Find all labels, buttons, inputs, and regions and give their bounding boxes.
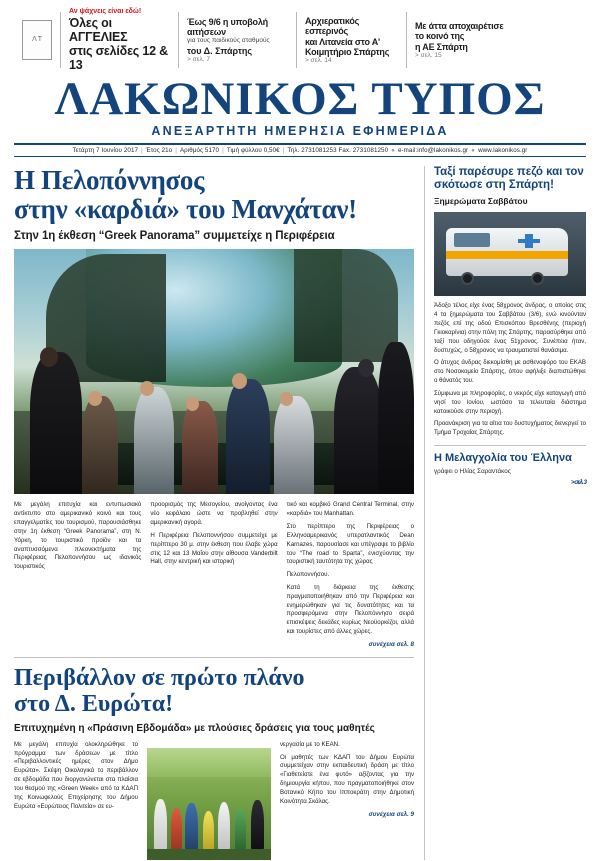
lead-story-subhead: Στην 1η έκθεση “Greek Panorama” συμμετείχε η Περιφέρεια [14, 230, 335, 243]
right-story-body [434, 302, 586, 438]
lead-story-headline[interactable] [14, 166, 414, 224]
masthead-tel: Τηλ. 2731081253 [287, 147, 337, 155]
paragraph: Η Περιφέρεια Πελοποννήσου συμμετείχε με περίπτερο 30 μ. στην έκθεση που έλαβε χώρα στις 12 και 13 Μαΐου στην αίθουσα Vanderbilt Hall, στην κεντρική και ιστορική [150, 531, 278, 566]
paragraph: Οι μαθητές των ΚΔΑΠ του Δήμου Ευρώτα συμμετείχαν στην εκπαιδευτική δράση με τίτλο «Γιαθετείστε ένα φυτό» αξίζοντας για την δημιουργία κήπου, που πραγματοποιήθηκε στον Βοτανικό Κήπο του Ιπποκράτη στην Δημοτική Κοινότητα Σκάλας. [280, 753, 414, 805]
paragraph: Κατά τη διάρκεια της έκθεσης πραγματοποιήθηκαν από την Περιφέρεια και ενημερώθηκαν για τις δυνατότητες και τα προσφερόμενα στην Πελοπόννησο σειρά επισκέψεις δεκάδες κυρίως Νεοϋορκέζοι, αλλά και τουρίστες από άλλες χώρες. [286, 583, 414, 636]
paragraph: Σύμφωνα με πληροφορίες, ο νεκρός είχε καταγωγή από νησί του Ιονίου, ωστόσο τα τελευταία διάστημα κατοικούσε στην περιοχή. [434, 389, 586, 415]
lead-story-photo [14, 249, 414, 494]
paragraph: Με μεγάλη επιτυχία ολοκληρώθηκε το πρόγραμμα των δράσεων με τίτλο «Περιβαλλοντικές ημέρες στον Δήμο Ευρώτα». Σκέψη Οικολογικά το περιβάλλον σε εβδομάδα που διοργανώνεται στα πλαίσια του θεσμού της «Green Week» από τα ΚΔΑΠ της Κοινωφελούς Επιχείρησης του Δήμου Ευρώτα «Ευρώτειος Πολιτεία» σε ευ- [14, 740, 138, 810]
logo-icon: Λ Τ [22, 20, 52, 60]
second-story-photo [147, 748, 271, 860]
teaser-page-ref: > σελ. 15 [415, 51, 442, 59]
teaser-headline-line3: η ΑΕ Σπάρτη [415, 41, 468, 52]
masthead-date: Τετάρτη 7 Ιουνίου 2017 [72, 147, 139, 155]
top-teaser-bar [14, 8, 586, 72]
main-column [14, 166, 414, 860]
paragraph: νεργασία με το ΚΕΑΝ. [280, 740, 340, 748]
page-title: ΛΑΚΩΝΙΚΟΣ ΤΥΠΟΣ [54, 73, 546, 125]
teaser-headline-line2: για τους παιδικούς σταθμούς [187, 36, 270, 44]
teaser-classifieds[interactable] [60, 8, 178, 72]
paragraph: Άδοξο τέλος είχε ένας 58χρονος άνδρας, ο οποίος στις 4 τα ξημερώματα του Σαββάτου (3/6), ενώ κινούνταν πεζός επί της οδού Επισκόπου Βρεσθένης (περιοχή Γκιοκαρίνια) στην πόλη της Σπάρτης, παρασύρθηκε από ταξί που οδηγούσε ένας 51χρονος. Συνέπεια ήταν, δυστυχώς, ο 58χρονος να τραυματιστεί θανάσιμα. [434, 302, 586, 354]
right-column [424, 166, 586, 860]
masthead-website[interactable]: www.lakonikos.gr [478, 147, 528, 155]
teaser-daycare-applications[interactable] [178, 12, 296, 68]
masthead-email[interactable]: e-mail:info@lakonikos.gr [397, 147, 469, 155]
lead-headline-line2: στην «καρδιά» του Μανχάταν! [14, 194, 357, 225]
masthead-fax: Fax. 2731081250 [338, 147, 389, 155]
right-story-headline[interactable]: Ταξί παρέσυρε πεζό και τον σκότωσε στη Σπάρτη! [434, 166, 584, 192]
opinion-column-page-ref[interactable]: > σελ. 3 [570, 478, 586, 486]
section-divider [14, 657, 414, 658]
paragraph: προορισμός της Μεσογείου, ανοίγοντας ένα νέο κεφάλαιο ώστε να προβληθεί στην αμερικανική αγορά. [150, 501, 278, 527]
second-headline-line2: στο Δ. Ευρώτα! [14, 690, 174, 717]
opinion-column-title[interactable]: Η Μελαγχολία του Έλληνα [434, 452, 572, 465]
paragraph: Στο περίπτερο της Περιφέρειας ο Ελληνοαμερικανός υπερατλαντικός Dean Karnazes, παρουσίασε και υπέγραψε το βιβλίο του “The road to Sparta”, ενισχύοντας την τουριστική ταυτότητα της χώρας [286, 523, 414, 566]
second-story-headline[interactable] [14, 666, 414, 718]
masthead-price: Τιμή φύλλου 0,50€ [226, 147, 280, 155]
second-story-photo-wrap [147, 741, 271, 860]
opinion-column-byline: γράφει ο Ηλίας Σαραντάκος [434, 467, 511, 475]
paragraph: Πελοποννήσου. [286, 571, 330, 579]
teaser-page-ref: > σελ. 14 [305, 56, 332, 64]
teaser-headline-line1: Έως 9/6 η υποβολή αιτήσεων [187, 16, 268, 37]
masthead-info-bar: Τετάρτη 7 Ιουνίου 2017 | Έτος 21ο | Αριθμός 5170 | Τιμή φύλλου 0,50€ | Τηλ. 2731081253 Fax. 2731081250 ● e-mail:info@lakonikos.gr ● www.lakonikos.gr [14, 143, 586, 157]
lead-story-body [14, 501, 414, 648]
masthead-year: Έτος 21ο [145, 147, 173, 155]
main-content [14, 166, 586, 860]
paragraph: τικό και κομβικό Grand Central Terminal, στην «καρδιά» του Manhattan. [286, 501, 414, 518]
second-body-column-1 [14, 741, 138, 860]
teaser-headline-line3: Κοιμητήριο Σπάρτης [305, 46, 390, 57]
paragraph: Προανάκριση για τα αίτια του δυστυχήματος διενεργεί το Τμήμα Τροχαίας Σπάρτης. [434, 420, 586, 437]
second-headline-line1: Περιβάλλον σε πρώτο πλάνο [14, 664, 305, 691]
teaser-headline-line2: και Λιτανεία στο Α' [305, 36, 380, 47]
second-story-subhead: Επιτυχημένη η «Πράσινη Εβδομάδα» με πλούσιες δράσεις για τους μαθητές [14, 722, 375, 734]
lead-body-column-1 [14, 501, 141, 648]
teaser-headline-line2: στις σελίδες 12 & 13 [69, 44, 168, 72]
teaser-page-ref: > σελ. 7 [187, 56, 210, 64]
teaser-headline-line2: το κοινό της [415, 31, 465, 42]
right-story-subhead: Ξημερώματα Σαββάτου [434, 196, 528, 207]
paragraph: Ο άτυχος άνδρας διεκομίσθη με ασθενοφόρο του ΕΚΑΒ στο Νοσοκομείο Σπάρτης, όπου αφήλιξε διαπιστώθηκε ο θάνατός του. [434, 359, 586, 385]
masthead-logo-mark [14, 12, 60, 68]
teaser-headline-line1: Όλες οι ΑΓΓΕΛΙΕΣ [69, 16, 128, 44]
lead-headline-line1: Η Πελοπόννησος [14, 165, 205, 196]
teaser-kicker: Αν ψάχνεις είναι εδώ! [69, 8, 142, 15]
newspaper-front-page [0, 8, 600, 861]
lead-continue-ref[interactable]: συνέχεια σελ. 8 [368, 640, 414, 648]
second-story-body [14, 741, 414, 860]
teaser-ae-sparti[interactable] [406, 12, 586, 68]
paragraph: Με μεγάλη επιτυχία και εντυπωσιακό αντίκτυπο στο αμερικανικό κοινό και τους επαγγελματίες του τουρισμού, παρουσιάσθηκε στην 1η έκθεση “Greek Panorama”, στη Ν. Υόρκη, το τουριστικό προϊόν και τα αναπτυσσόμενα πλεονεκτήματα της Περιφέρειας Πελοποννήσου ως ιδανικός τουριστικός [14, 501, 142, 571]
teaser-headline-line1: Αρχιερατικός εσπερινός [305, 16, 360, 37]
teaser-headline-line3: του Δ. Σπάρτης [187, 45, 253, 56]
masthead-issue: Αριθμός 5170 [179, 147, 220, 155]
teaser-vespers-litany[interactable] [296, 12, 406, 68]
right-story-photo [434, 212, 586, 296]
second-continue-ref[interactable]: συνέχεια σελ. 9 [368, 810, 414, 818]
lead-body-column-2 [150, 501, 277, 648]
masthead [0, 73, 600, 139]
lead-body-column-3 [287, 501, 414, 648]
second-body-column-2 [280, 741, 414, 860]
masthead-subtitle: ΑΝΕΞΑΡΤΗΤΗ ΗΜΕΡΗΣΙΑ ΕΦΗΜΕΡΙΔΑ [151, 124, 449, 139]
teaser-headline-line1: Με άττα αποχαιρέτισε [415, 21, 504, 32]
right-column-divider [434, 445, 586, 446]
